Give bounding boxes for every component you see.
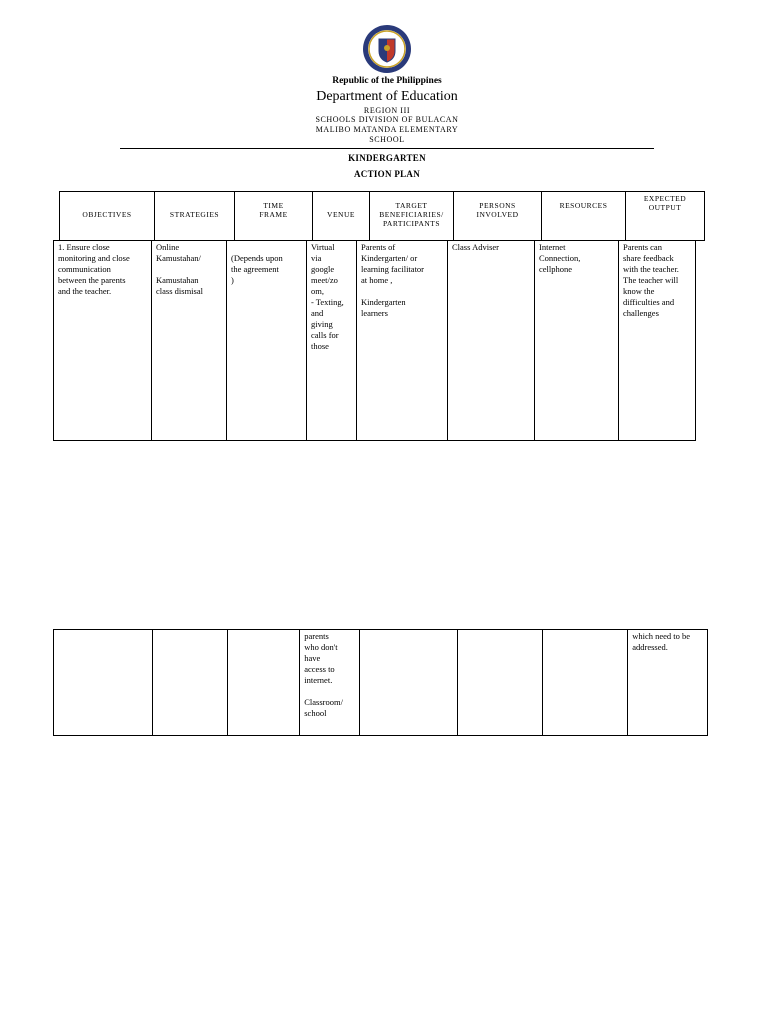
cell-venue: parents who don't have access to internet. Classroom/ school: [300, 630, 360, 735]
document-title: ACTION PLAN: [353, 169, 421, 179]
school-line-cut: SCHOOL: [369, 135, 405, 144]
cell-time-frame: [228, 630, 300, 735]
col-persons: PERSONS INVOLVED: [454, 192, 542, 240]
col-time-frame: TIME FRAME: [235, 192, 313, 240]
table-row: [53, 629, 708, 736]
school-line: MALIBO MATANDA ELEMENTARY: [315, 125, 459, 134]
col-target: TARGET BENEFICIARIES/ PARTICIPANTS: [370, 192, 454, 240]
col-venue: VENUE: [313, 192, 370, 240]
table-header: [59, 191, 705, 241]
col-resources: RESOURCES: [542, 192, 626, 240]
table-row: [53, 240, 696, 441]
cell-output: Parents can share feedback with the teacher. The teacher will know the difficulties and challenges: [623, 242, 679, 319]
cell-strategy: [153, 630, 229, 735]
cell-strategy: Online Kamustahan/ Kamustahan class dismisal: [152, 241, 227, 440]
cell-persons: [458, 630, 544, 735]
cell-objective: [54, 630, 153, 735]
cell-resources: Internet Connection, cellphone: [535, 241, 619, 440]
col-objectives: OBJECTIVES: [60, 192, 155, 240]
header-divider: [120, 148, 654, 149]
level-title: KINDERGARTEN: [348, 153, 426, 163]
cell-objective: 1. Ensure close monitoring and close communication between the parents and the teacher.: [54, 241, 152, 440]
division-line: SCHOOLS DIVISION OF BULACAN: [315, 115, 459, 124]
department-title: Department of Education: [316, 89, 458, 104]
cell-target: Parents of Kindergarten/ or learning facilitator at home , Kindergarten learners: [357, 241, 448, 440]
cell-venue: Virtual via google meet/zo om, - Texting, and giving calls for those: [307, 241, 357, 440]
republic-line: Republic of the Philippines: [332, 76, 442, 86]
cell-persons: Class Adviser: [448, 241, 535, 440]
cell-resources: [543, 630, 628, 735]
cell-time-frame: (Depends upon the agreement ): [227, 241, 307, 440]
col-output: EXPECTED OUTPUT: [643, 194, 687, 212]
col-strategies: STRATEGIES: [155, 192, 235, 240]
cell-output: which need to be addressed.: [632, 631, 691, 653]
region-line: REGION III: [363, 106, 411, 115]
deped-seal-icon: [362, 24, 412, 74]
cell-target: [360, 630, 458, 735]
